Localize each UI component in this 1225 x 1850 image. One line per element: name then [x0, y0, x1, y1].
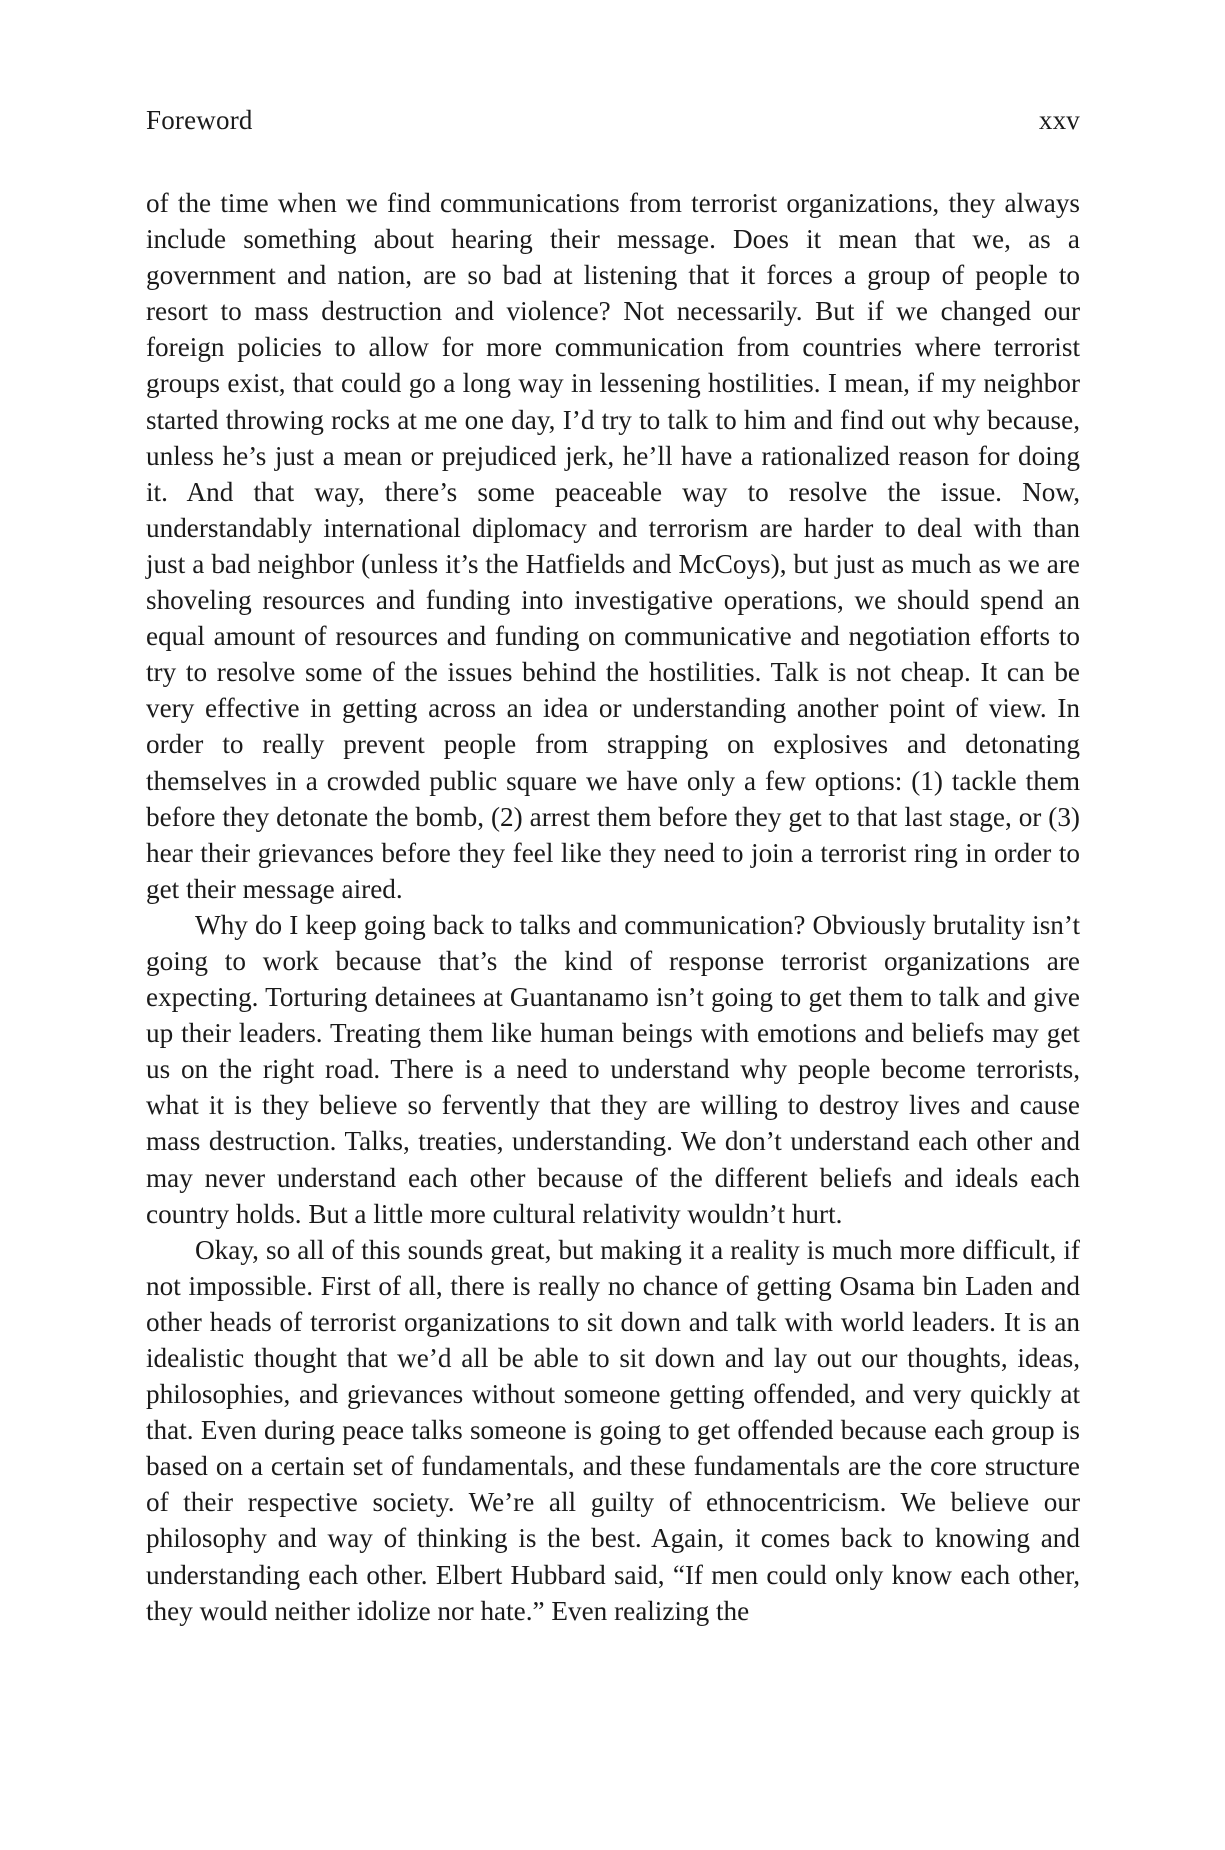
paragraph-2: Why do I keep going back to talks and communication? Obviously brutality isn’t going to work because that’s the kind of response terrorist organizations are expecting. Torturing detainees at Guantanamo isn’t going to get them to talk and give up their leaders. Treating them like human beings with emotions and beliefs may get us on the right road. There is a need to understand why people become terrorists, what it is they believe so fervently that they are willing to destroy lives and cause mass destruction. Talks, treaties, understanding. We don’t understand each other and may never understand each other because of the different beliefs and ideals each country holds. But a little more cultural relativity wouldn’t hurt.: [146, 909, 1080, 1229]
paragraph-3: Okay, so all of this sounds great, but making it a reality is much more difficult, if not impossible. First of all, there is really no chance of getting Osama bin Laden and other heads of terrorist organizations to sit down and talk with world leaders. It is an idealistic thought that we’d all be able to sit down and lay out our thoughts, ideas, philosophies, and grievances without someone getting offended, and very quickly at that. Even during peace talks someone is going to get offended because each group is based on a certain set of fundamentals, and these fundamentals are the core structure of their respective society. We’re all guilty of ethnocentricism. We believe our philosophy and way of thinking is the best. Again, it comes back to knowing and understanding each other. Elbert Hubbard said, “If men could only know each other, they would neither idolize nor hate.” Even realizing the: [146, 1234, 1080, 1626]
page-number: xxv: [1038, 105, 1080, 135]
body-text: [146, 185, 1080, 1629]
section-title: Foreword: [146, 105, 253, 135]
paragraph-1: of the time when we find communications from terrorist organizations, they always include something about hearing their message. Does it mean that we, as a government and nation, are so bad at listening that it forces a group of people to resort to mass destruction and violence? Not necessarily. But if we changed our foreign policies to allow for more communication from countries where terrorist groups exist, that could go a long way in lessening hostilities. I mean, if my neighbor started throwing rocks at me one day, I’d try to talk to him and find out why because, unless he’s just a mean or prejudiced jerk, he’ll have a rationalized reason for doing it. And that way, there’s some peaceable way to resolve the issue. Now, understandably international diplomacy and terrorism are harder to deal with than just a bad neighbor (unless it’s the Hatfields and McCoys), but just as much as we are shoveling resources and funding into investigative operations, we should spend an equal amount of resources and funding on communicative and negotiation efforts to try to resolve some of the issues behind the hostilities. Talk is not cheap. It can be very effective in getting across an idea or understanding another point of view. In order to really prevent people from strapping on explosives and detonating themselves in a crowded public square we have only a few options: (1) tackle them before they detonate the bomb, (2) arrest them before they get to that last stage, or (3) hear their grievances before they feel like they need to join a terrorist ring in order to get their message aired.: [146, 188, 1080, 904]
